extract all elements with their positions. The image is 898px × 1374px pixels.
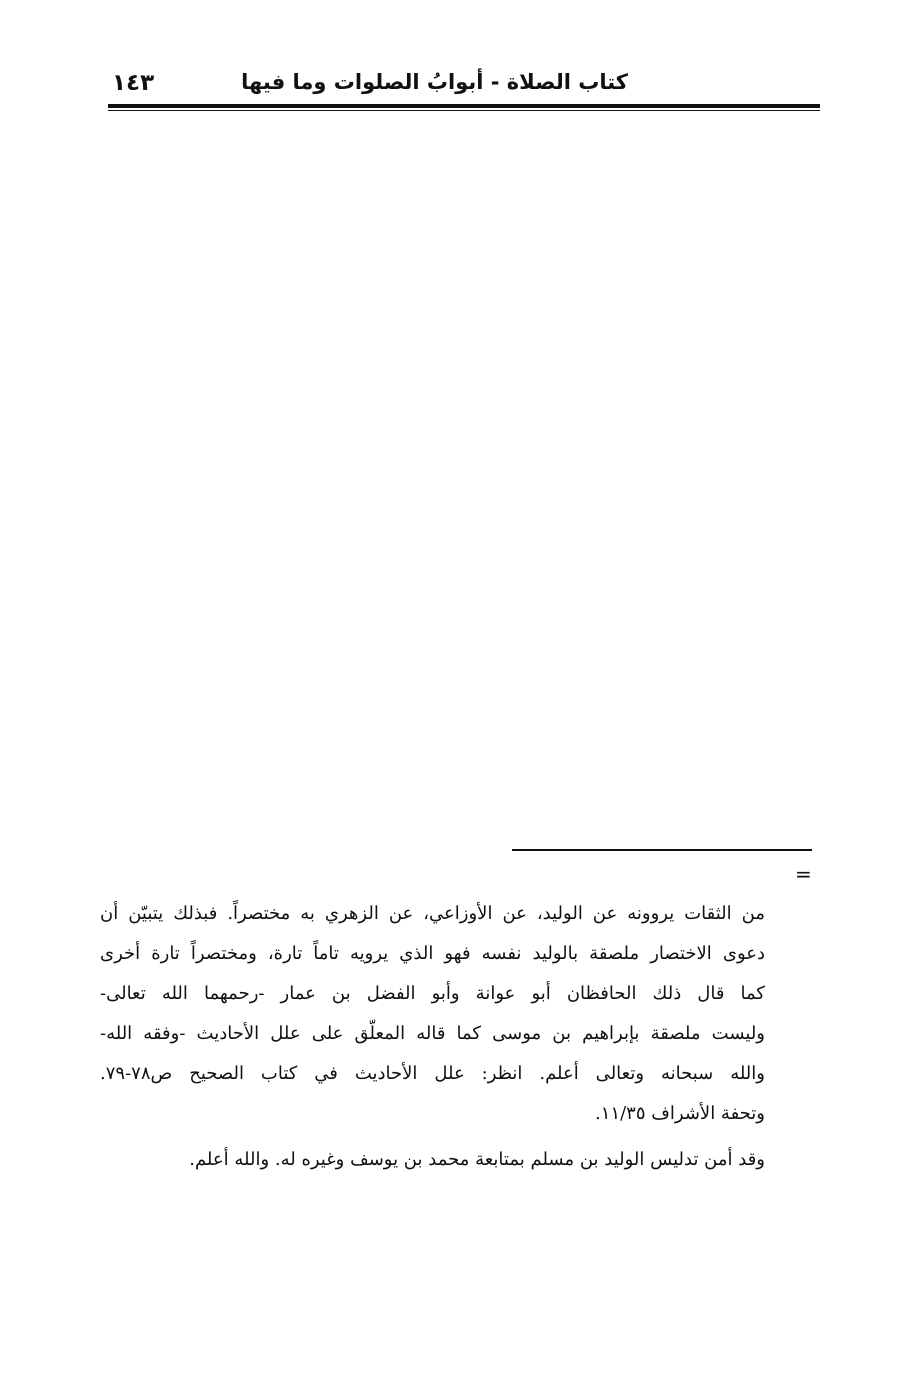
page-number: ١٤٣ bbox=[112, 70, 155, 96]
footnote-separator bbox=[512, 849, 812, 851]
footnote-line: والله سبحانه وتعالى أعلم. انظر: علل الأحاديث في كتاب الصحيح ص٧٨-٧٩. bbox=[100, 1063, 765, 1084]
footnote-line: وتحفة الأشراف ١١/٣٥. bbox=[595, 1103, 765, 1124]
footnote-line: وليست ملصقة بإبراهيم بن موسى كما قاله المعلّق على علل الأحاديث -وفقه الله- bbox=[100, 1023, 765, 1044]
footnote-line: دعوى الاختصار ملصقة بالوليد نفسه فهو الذي يرويه تاماً تارة، ومختصراً تارة أخرى bbox=[100, 943, 765, 964]
header-rule-thick bbox=[108, 104, 820, 108]
footnote-continuation-mark: = bbox=[795, 862, 812, 886]
running-header bbox=[108, 66, 820, 106]
footnote-line: وقد أمن تدليس الوليد بن مسلم بمتابعة محمد بن يوسف وغيره له. والله أعلم. bbox=[189, 1149, 765, 1170]
footnote-text bbox=[100, 894, 765, 1180]
footnote-line: كما قال ذلك الحافظان أبو عوانة وأبو الفضل بن عمار -رحمهما الله تعالى- bbox=[100, 983, 765, 1004]
footnote-line: من الثقات يروونه عن الوليد، عن الأوزاعي، عن الزهري به مختصراً. فبذلك يتبيّن أن bbox=[100, 903, 765, 924]
header-rule-thin bbox=[108, 110, 820, 111]
header-title: كتاب الصلاة - أبوابُ الصلوات وما فيها bbox=[241, 70, 628, 94]
